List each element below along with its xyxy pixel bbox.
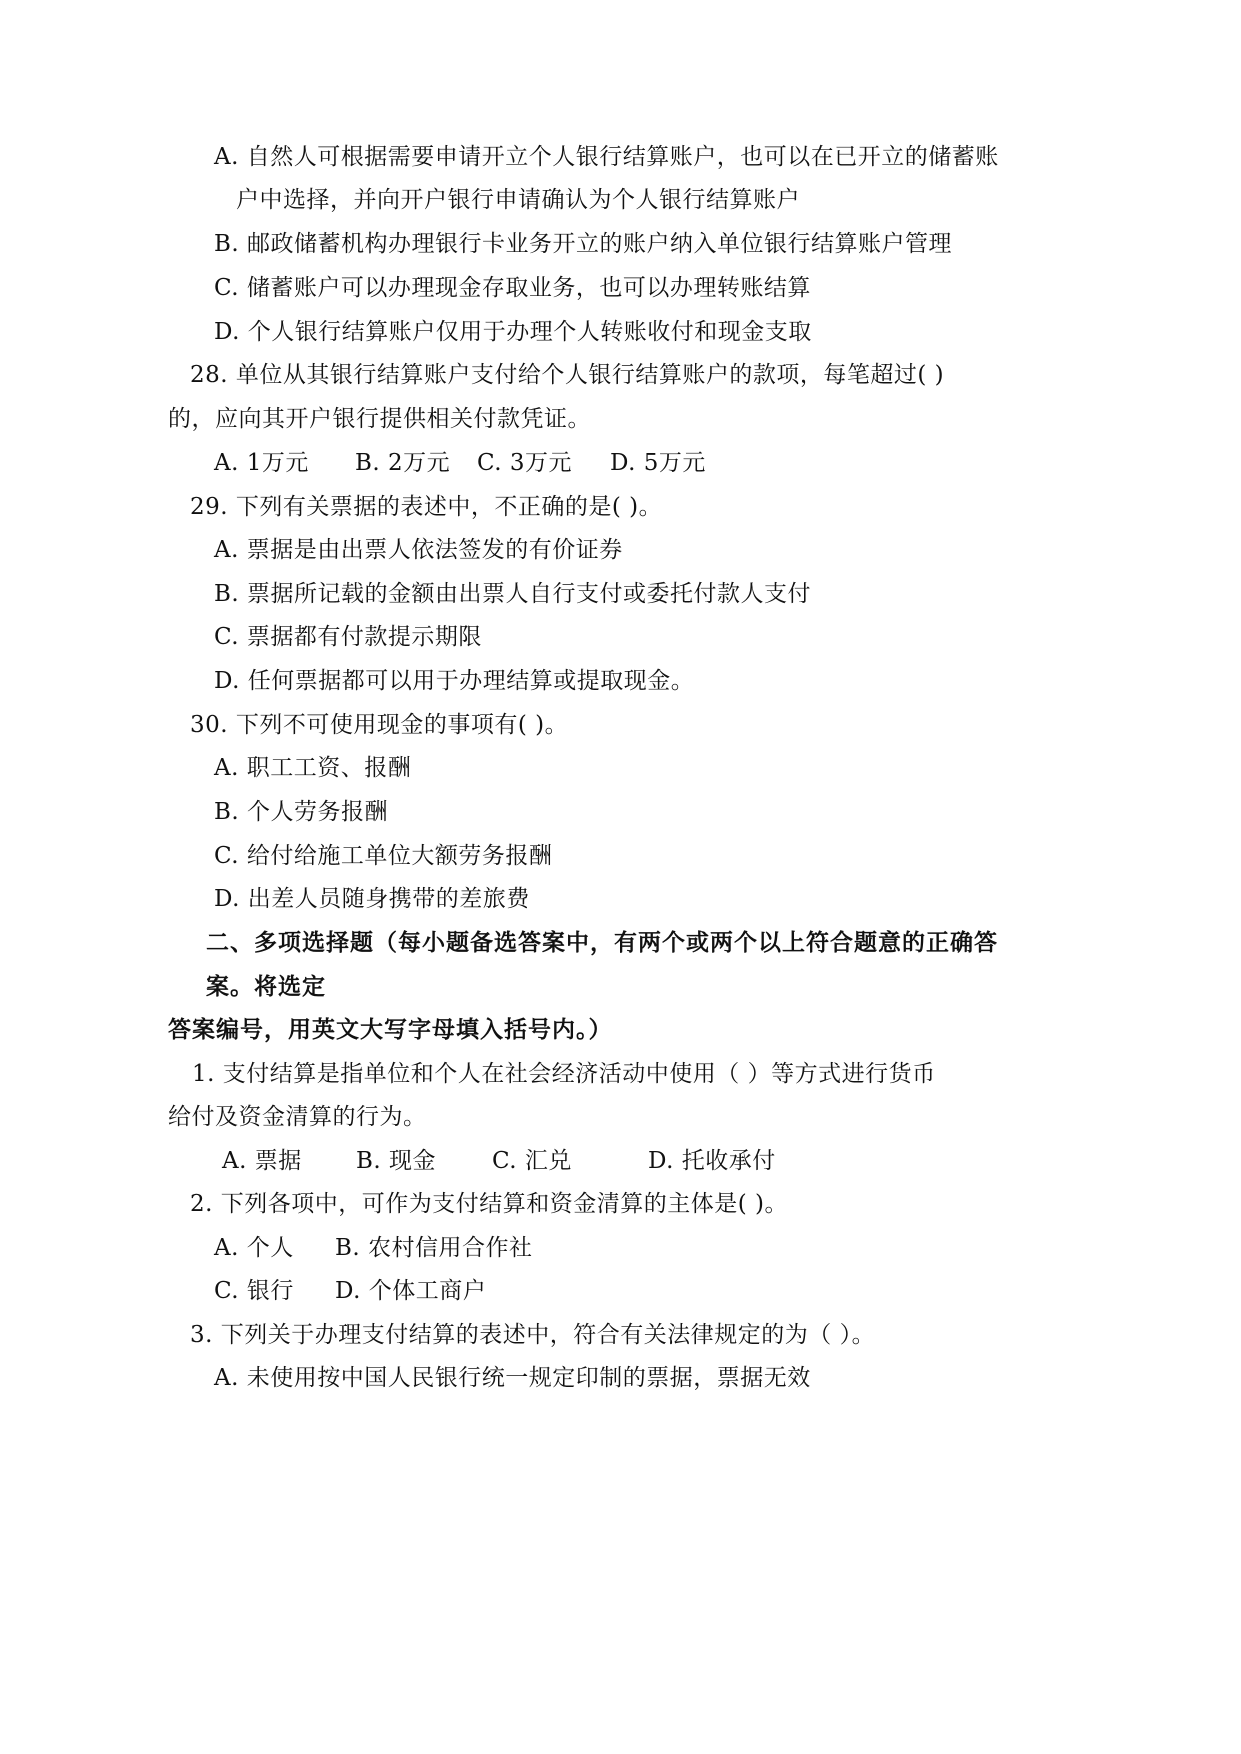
q27-option-a-line2: 户中选择，并向开户银行申请确认为个人银行结算账户 (236, 187, 800, 213)
q29-stem: 29. 下列有关票据的表述中，不正确的是( )。 (190, 494, 663, 520)
section2-heading-line3: 答案编号，用英文大写字母填入括号内。） (168, 1017, 613, 1043)
mq2-stem: 2. 下列各项中，可作为支付结算和资金清算的主体是( )。 (190, 1191, 789, 1217)
mq1-stem-line1: 1. 支付结算是指单位和个人在社会经济活动中使用（ ）等方式进行货币 (192, 1061, 936, 1087)
mq3-option-a: A. 未使用按中国人民银行统一规定印制的票据，票据无效 (214, 1365, 811, 1391)
q28-stem-line1: 28. 单位从其银行结算账户支付给个人银行结算账户的款项，每笔超过( ) (190, 362, 945, 388)
mq2-option-c: C. 银行 (214, 1278, 294, 1304)
mq2-option-a: A. 个人 (214, 1235, 294, 1261)
q30-option-b: B. 个人劳务报酬 (214, 799, 389, 825)
mq1-stem-line2: 给付及资金清算的行为。 (168, 1104, 427, 1130)
q29-option-d: D. 任何票据都可以用于办理结算或提取现金。 (214, 668, 695, 694)
q29-option-a: A. 票据是由出票人依法签发的有价证券 (214, 537, 623, 563)
q28-option-a: A. 1万元 (214, 450, 309, 476)
q27-option-c: C. 储蓄账户可以办理现金存取业务，也可以办理转账结算 (214, 275, 811, 301)
q29-option-b: B. 票据所记载的金额由出票人自行支付或委托付款人支付 (214, 581, 812, 607)
q30-stem: 30. 下列不可使用现金的事项有( )。 (190, 712, 569, 738)
mq1-option-b: B. 现金 (356, 1148, 437, 1174)
q30-option-c: C. 给付给施工单位大额劳务报酬 (214, 843, 553, 869)
q27-option-a-line1: A. 自然人可根据需要申请开立个人银行结算账户，也可以在已开立的储蓄账 (214, 144, 999, 170)
q30-option-a: A. 职工工资、报酬 (214, 755, 412, 781)
q28-option-d: D. 5万元 (610, 450, 706, 476)
q28-option-b: B. 2万元 (355, 450, 451, 476)
mq1-option-d: D. 托收承付 (648, 1148, 776, 1174)
mq2-option-b: B. 农村信用合作社 (335, 1235, 533, 1261)
mq1-option-a: A. 票据 (222, 1148, 302, 1174)
q30-option-d: D. 出差人员随身携带的差旅费 (214, 886, 530, 912)
q27-option-d: D. 个人银行结算账户仅用于办理个人转账收付和现金支取 (214, 319, 812, 345)
q29-option-c: C. 票据都有付款提示期限 (214, 624, 482, 650)
q27-option-b: B. 邮政储蓄机构办理银行卡业务开立的账户纳入单位银行结算账户管理 (214, 231, 953, 257)
q28-stem-line2: 的，应向其开户银行提供相关付款凭证。 (168, 406, 591, 432)
mq1-option-c: C. 汇兑 (492, 1148, 572, 1174)
mq2-option-d: D. 个体工商户 (335, 1278, 487, 1304)
section2-heading-line2: 案。将选定 (206, 974, 326, 1000)
section2-heading-line1: 二、多项选择题（每小题备选答案中，有两个或两个以上符合题意的正确答 (206, 930, 998, 956)
mq3-stem: 3. 下列关于办理支付结算的表述中，符合有关法律规定的为（ ）。 (190, 1322, 876, 1348)
q28-option-c: C. 3万元 (477, 450, 573, 476)
